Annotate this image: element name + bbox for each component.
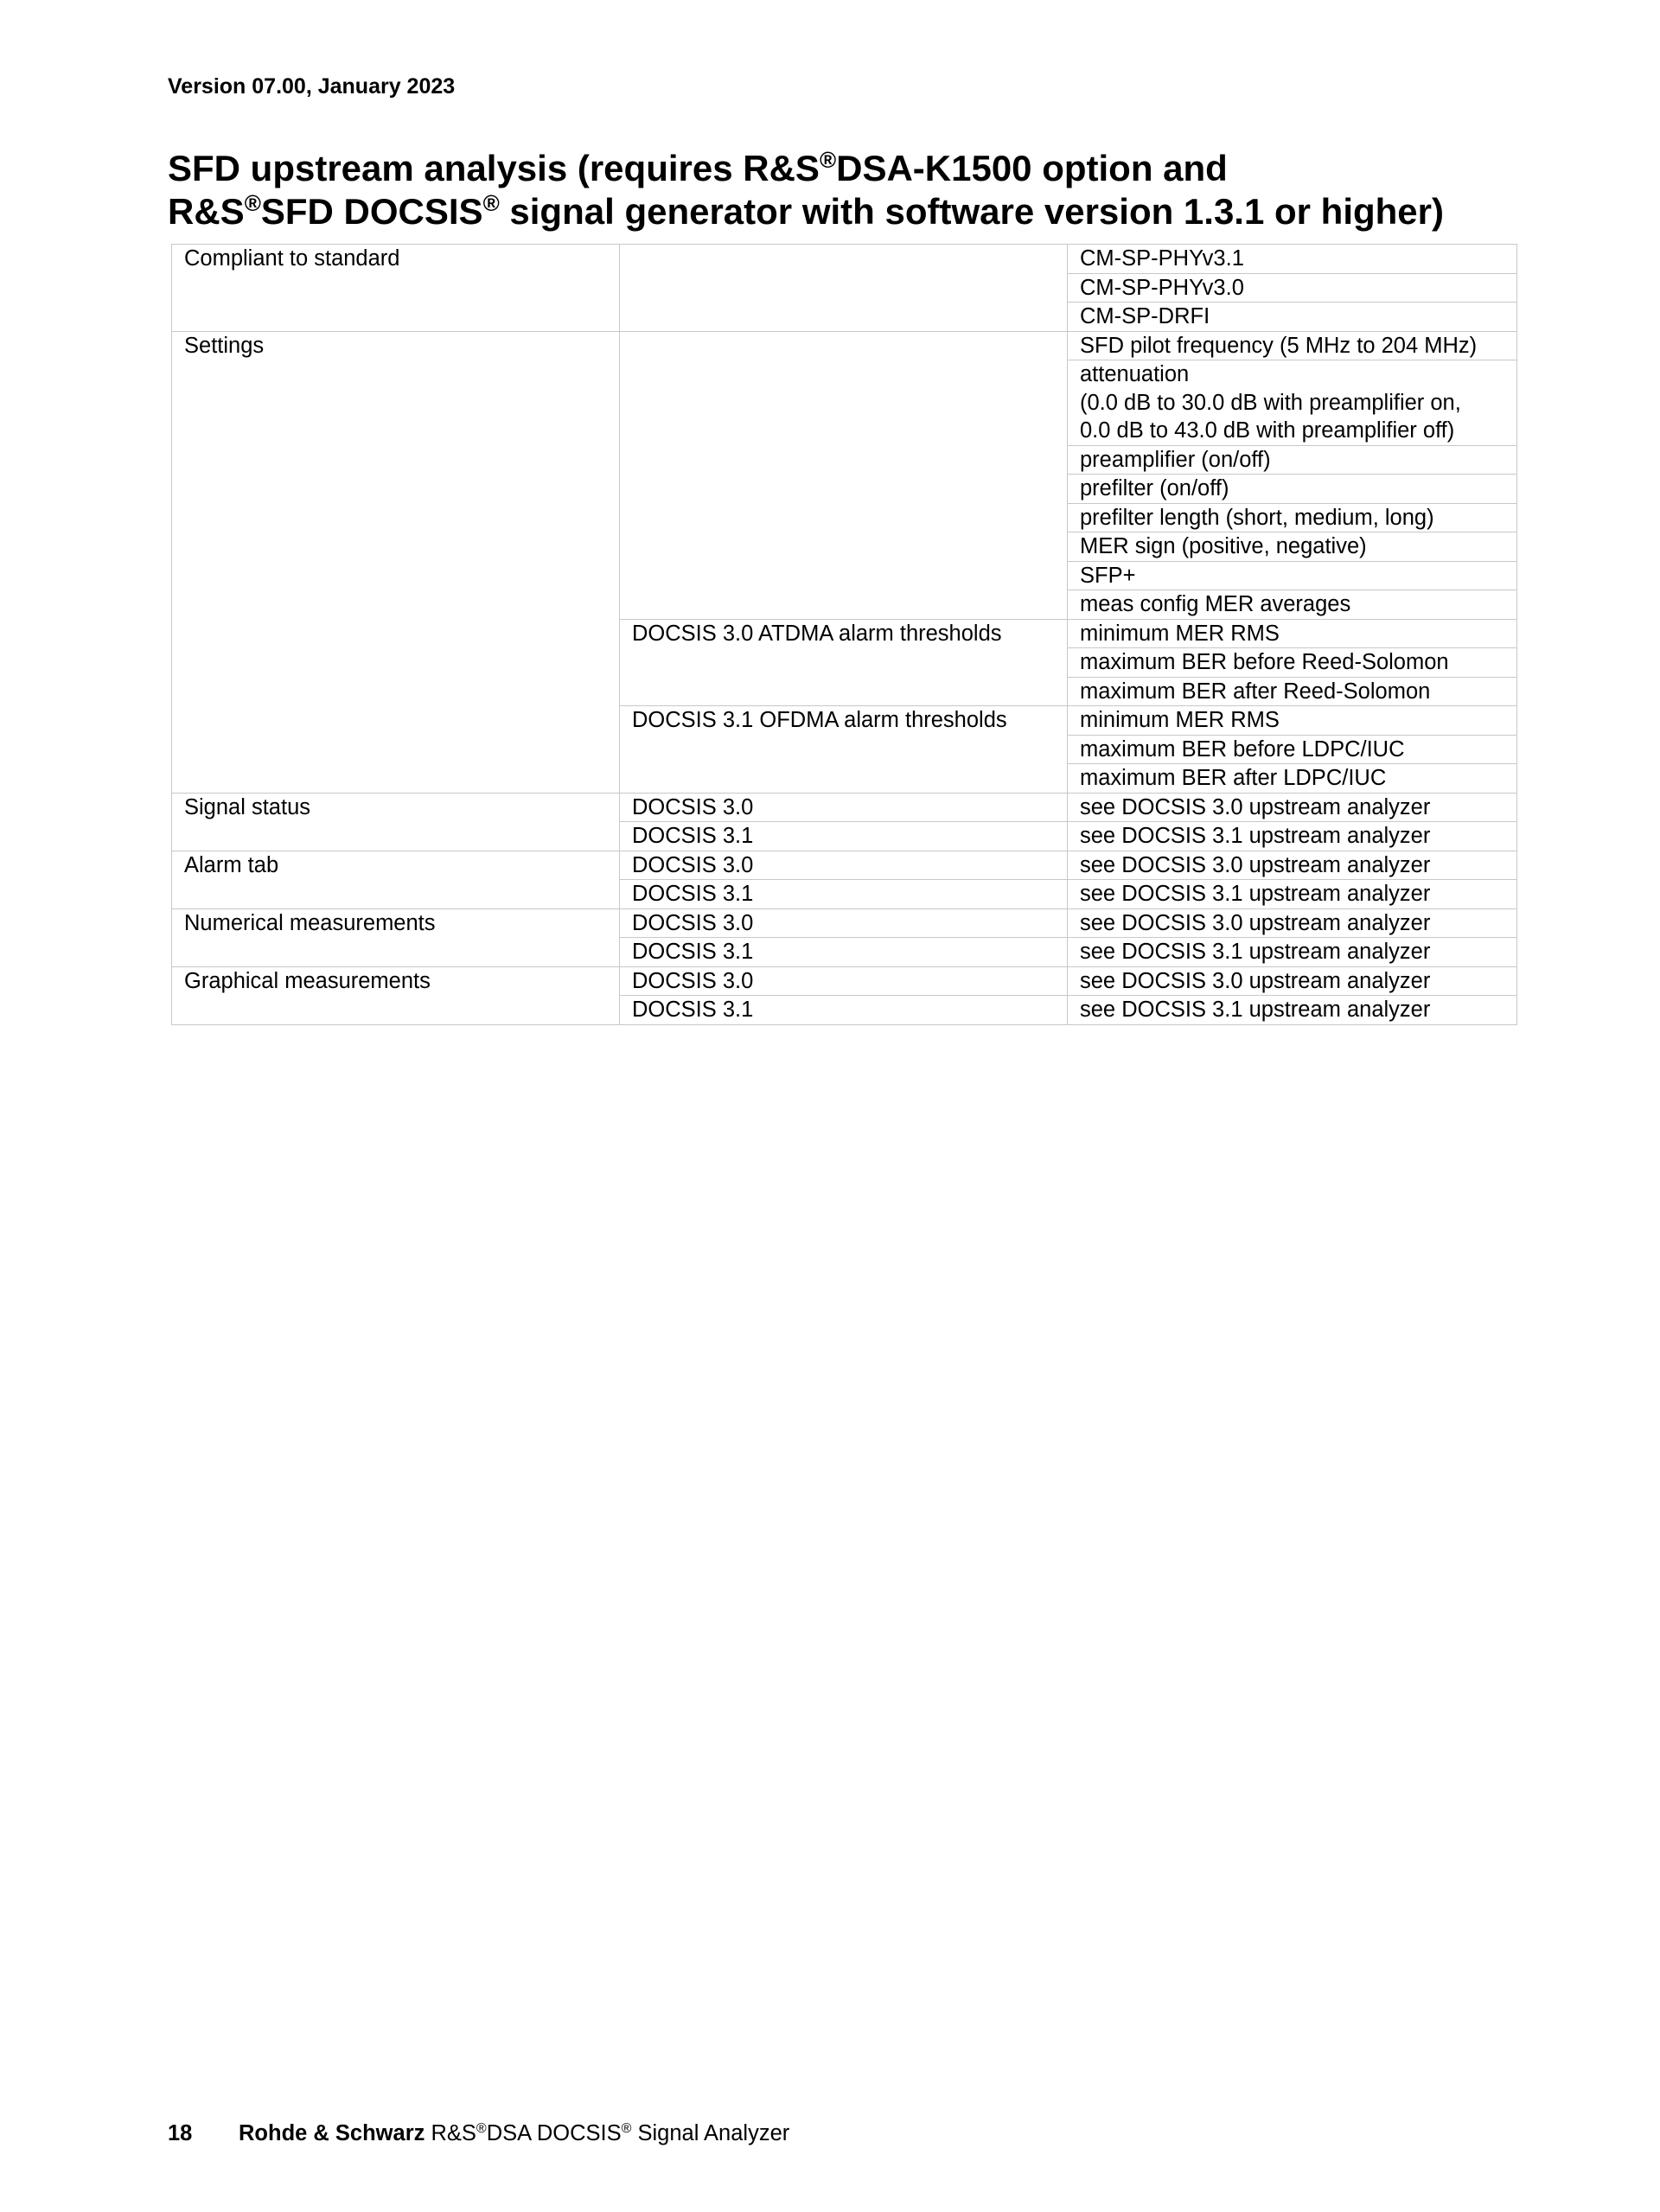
registered-mark: ®	[244, 190, 261, 216]
page-number: 18	[168, 2121, 193, 2145]
spec-value-cell: SFP+	[1068, 561, 1517, 590]
spec-value-cell: CM-SP-PHYv3.0	[1068, 273, 1517, 303]
spec-value-line: attenuation	[1080, 362, 1190, 386]
spec-value-cell: SFD pilot frequency (5 MHz to 204 MHz)	[1068, 331, 1517, 360]
sub-label-cell: DOCSIS 3.1	[620, 996, 1068, 1025]
spec-value-cell: see DOCSIS 3.0 upstream analyzer	[1068, 793, 1517, 822]
registered-mark: ®	[476, 2121, 487, 2136]
spec-value-cell: MER sign (positive, negative)	[1068, 532, 1517, 562]
spec-value-cell: see DOCSIS 3.1 upstream analyzer	[1068, 880, 1517, 909]
section-title	[168, 147, 1551, 233]
sub-label-ofdma-thresholds: DOCSIS 3.1 OFDMA alarm thresholds	[620, 706, 1068, 794]
spec-value-cell: maximum BER after LDPC/IUC	[1068, 764, 1517, 794]
title-text: SFD DOCSIS	[260, 191, 483, 232]
spec-value-cell: see DOCSIS 3.1 upstream analyzer	[1068, 822, 1517, 851]
spec-value-cell: CM-SP-DRFI	[1068, 303, 1517, 332]
spec-value-line: (0.0 dB to 30.0 dB with preamplifier on,	[1080, 390, 1461, 415]
registered-mark: ®	[621, 2121, 632, 2136]
sub-label-cell: DOCSIS 3.1	[620, 938, 1068, 967]
spec-value-cell: maximum BER after Reed-Solomon	[1068, 677, 1517, 706]
spec-value-cell: meas config MER averages	[1068, 590, 1517, 620]
spec-value-cell: see DOCSIS 3.0 upstream analyzer	[1068, 908, 1517, 938]
spec-value-cell: maximum BER before LDPC/IUC	[1068, 735, 1517, 764]
row-label-compliant: Compliant to standard	[172, 245, 620, 332]
table-row	[172, 793, 1517, 822]
specification-table	[171, 244, 1517, 1025]
title-text: R&S	[168, 191, 245, 232]
spec-value-cell: see DOCSIS 3.0 upstream analyzer	[1068, 966, 1517, 996]
company-name: Rohde & Schwarz	[239, 2121, 425, 2145]
sub-label-cell: DOCSIS 3.0	[620, 966, 1068, 996]
spec-value-cell: see DOCSIS 3.1 upstream analyzer	[1068, 996, 1517, 1025]
table-row	[172, 331, 1517, 360]
title-text: DSA-K1500 option and	[836, 148, 1228, 188]
section-title-line-2	[168, 190, 1551, 233]
registered-mark: ®	[819, 147, 837, 173]
sub-label-cell: DOCSIS 3.0	[620, 793, 1068, 822]
spec-value-cell: see DOCSIS 3.0 upstream analyzer	[1068, 851, 1517, 880]
product-name: Signal Analyzer	[631, 2121, 790, 2145]
row-label: Numerical measurements	[172, 908, 620, 966]
sub-label-cell: DOCSIS 3.1	[620, 880, 1068, 909]
sub-label-cell: DOCSIS 3.0	[620, 908, 1068, 938]
section-title-line-1	[168, 147, 1551, 190]
spec-value-cell: prefilter (on/off)	[1068, 475, 1517, 504]
registered-mark: ®	[482, 190, 500, 216]
sub-label-cell: DOCSIS 3.0	[620, 851, 1068, 880]
title-text: signal generator with software version 1.3.1 or higher)	[499, 191, 1445, 232]
sub-label-atdma-thresholds: DOCSIS 3.0 ATDMA alarm thresholds	[620, 619, 1068, 706]
row-label: Graphical measurements	[172, 966, 620, 1024]
spec-value-cell: see DOCSIS 3.1 upstream analyzer	[1068, 938, 1517, 967]
title-text: SFD upstream analysis (requires R&S	[168, 148, 820, 188]
table-row	[172, 851, 1517, 880]
product-name: DSA DOCSIS	[486, 2121, 622, 2145]
table-row	[172, 966, 1517, 996]
spec-value-cell: prefilter length (short, medium, long)	[1068, 503, 1517, 532]
spec-value-cell: preamplifier (on/off)	[1068, 445, 1517, 475]
sub-label-cell: DOCSIS 3.1	[620, 822, 1068, 851]
spec-value-cell: minimum MER RMS	[1068, 706, 1517, 736]
spec-value-cell: minimum MER RMS	[1068, 619, 1517, 648]
empty-cell	[620, 245, 1068, 332]
spec-value-line: 0.0 dB to 43.0 dB with preamplifier off)	[1080, 418, 1455, 443]
table-row	[172, 908, 1517, 938]
page-footer	[168, 2120, 789, 2147]
row-label: Alarm tab	[172, 851, 620, 908]
specification-table-body	[172, 245, 1517, 1025]
table-row	[172, 245, 1517, 274]
product-name: R&S	[425, 2121, 476, 2145]
spec-value-cell: CM-SP-PHYv3.1	[1068, 245, 1517, 274]
version-header: Version 07.00, January 2023	[168, 74, 456, 99]
empty-cell	[620, 331, 1068, 619]
row-label: Signal status	[172, 793, 620, 851]
row-label-settings: Settings	[172, 331, 620, 793]
spec-value-cell: maximum BER before Reed-Solomon	[1068, 648, 1517, 678]
spec-value-cell	[1068, 360, 1517, 446]
